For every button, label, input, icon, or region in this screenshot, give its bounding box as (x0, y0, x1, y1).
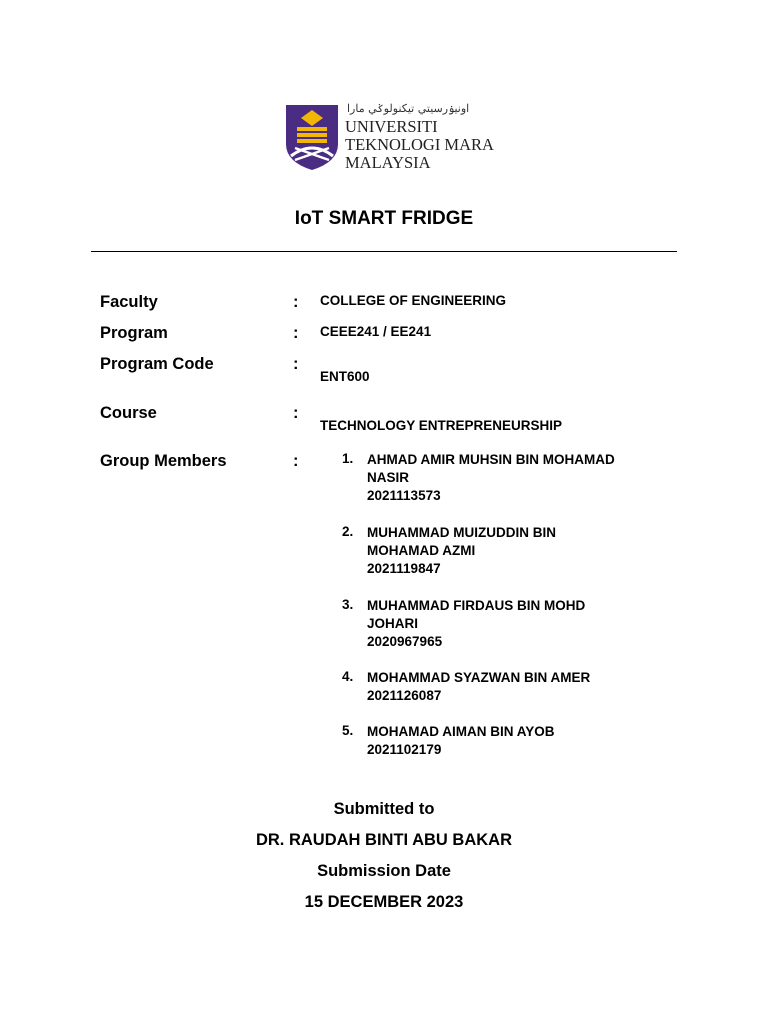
member-1-name-line-1: AHMAD AMIR MUHSIN BIN MOHAMAD (367, 452, 615, 467)
member-3 (367, 597, 667, 651)
member-2-number: 2. (342, 524, 354, 539)
course-colon: : (293, 404, 299, 422)
logo-line-2: TEKNOLOGI MARA (345, 135, 494, 154)
member-1 (367, 451, 667, 505)
program-code-label: Program Code (100, 355, 214, 373)
member-3-number: 3. (342, 597, 354, 612)
member-2-name-line-2: MOHAMAD AZMI (367, 543, 476, 558)
member-1-id: 2021113573 (367, 488, 441, 503)
submission-date: 15 DECEMBER 2023 (304, 893, 464, 911)
member-3-name-line-2: JOHARI (367, 616, 419, 631)
member-5-name-line-1: MOHAMAD AIMAN BIN AYOB (367, 724, 555, 739)
submission-date-label: Submission Date (317, 862, 451, 880)
member-4-name-line-1: MOHAMMAD SYAZWAN BIN AMER (367, 670, 591, 685)
member-3-id: 2020967965 (367, 634, 443, 649)
member-2 (367, 524, 667, 578)
program-label: Program (100, 324, 168, 342)
member-5-number: 5. (342, 723, 354, 738)
logo-wordmark (345, 118, 494, 172)
course-label: Course (100, 404, 157, 422)
member-2-name-line-1: MUHAMMAD MUIZUDDIN BIN (367, 525, 556, 540)
lecturer-name: DR. RAUDAH BINTI ABU BAKAR (255, 831, 513, 849)
program-value: CEEE241 / EE241 (320, 324, 432, 339)
member-4-number: 4. (342, 669, 354, 684)
logo-line-1: UNIVERSITI (345, 117, 438, 136)
member-3-name-line-1: MUHAMMAD FIRDAUS BIN MOHD (367, 598, 586, 613)
logo-jawi-text: اونيۏرسيتي تيكنولوݢي مارا (347, 102, 470, 115)
faculty-label: Faculty (100, 293, 158, 311)
uitm-crest-icon (283, 102, 341, 172)
document-title: IoT SMART FRIDGE (294, 208, 474, 229)
program-code-colon: : (293, 355, 299, 373)
program-code-value: ENT600 (320, 369, 370, 384)
university-logo (283, 102, 493, 172)
title-divider (91, 251, 677, 252)
member-2-id: 2021119847 (367, 561, 441, 576)
member-1-number: 1. (342, 451, 354, 466)
faculty-colon: : (293, 293, 299, 311)
course-value: TECHNOLOGY ENTREPRENEURSHIP (320, 418, 563, 433)
group-members-colon: : (293, 452, 299, 470)
logo-line-3: MALAYSIA (345, 153, 431, 172)
group-members-label: Group Members (100, 452, 227, 470)
program-colon: : (293, 324, 299, 342)
member-4-id: 2021126087 (367, 688, 442, 703)
faculty-value: COLLEGE OF ENGINEERING (320, 293, 507, 308)
member-5-id: 2021102179 (367, 742, 442, 757)
member-5 (367, 723, 667, 759)
submitted-to-label: Submitted to (333, 800, 435, 818)
member-1-name-line-2: NASIR (367, 470, 410, 485)
member-4 (367, 669, 667, 705)
